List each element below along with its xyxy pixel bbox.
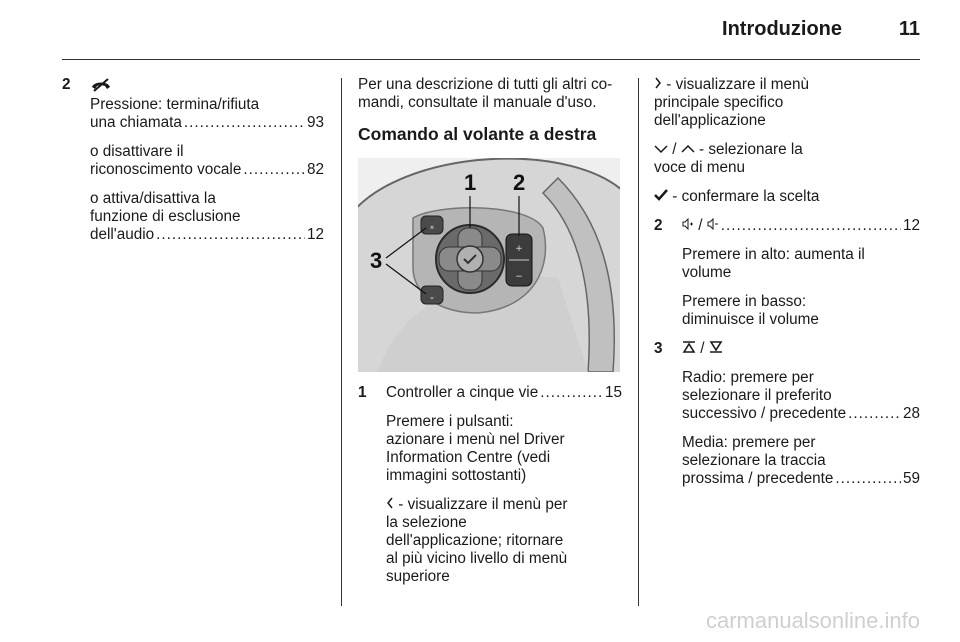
item-number: 1 xyxy=(358,384,367,401)
steering-wheel-controls-figure xyxy=(358,158,620,372)
text-line: - visualizzare il menù xyxy=(666,76,810,94)
reference-line xyxy=(90,114,324,132)
text-line: immagini sottostanti) xyxy=(386,467,527,484)
text-line: al più vicino livello di menù xyxy=(386,550,568,568)
reference-line xyxy=(386,384,622,402)
svg-text:−: − xyxy=(515,272,523,282)
column-1 xyxy=(62,76,324,255)
chevron-down-icon xyxy=(654,141,668,159)
page-reference[interactable]: 12 xyxy=(306,226,324,243)
leader-dots xyxy=(156,226,305,244)
slash-separator: / xyxy=(698,217,703,235)
page-number: 11 xyxy=(898,18,920,40)
item-2-volume xyxy=(654,217,920,329)
leader-dots xyxy=(540,384,603,402)
reference-text: dell'audio xyxy=(90,226,155,243)
svg-text:⌄: ⌄ xyxy=(428,292,436,301)
item-3-favourites xyxy=(654,340,920,488)
next-favourite-icon xyxy=(709,340,723,358)
previous-favourite-icon xyxy=(682,340,696,358)
text-line: Premere in basso: xyxy=(682,293,807,311)
reference-line xyxy=(90,161,324,179)
text-line: - confermare la scelta xyxy=(672,188,820,206)
page-reference[interactable]: 15 xyxy=(604,384,622,401)
leader-dots xyxy=(184,114,305,132)
reference-line xyxy=(682,470,920,488)
page-reference[interactable]: 28 xyxy=(902,405,920,423)
item-number: 2 xyxy=(654,217,663,235)
text-line: Per una descrizione di tutti gli altri co- xyxy=(358,76,613,93)
page-reference[interactable]: 82 xyxy=(306,161,324,178)
column-2 xyxy=(358,76,622,597)
volume-down-icon xyxy=(707,217,719,235)
item-number: 2 xyxy=(62,76,71,93)
leader-dots xyxy=(243,161,305,179)
text-line: azionare i menù nel Driver xyxy=(386,431,565,448)
chevron-left-icon xyxy=(386,496,394,514)
reference-line xyxy=(682,217,920,235)
page-reference[interactable]: 93 xyxy=(306,114,324,131)
text-line: Premere i pulsanti: xyxy=(386,413,514,430)
text-line: principale specifico xyxy=(654,94,784,112)
watermark: carmanualsonline.info xyxy=(705,608,920,633)
reference-text: successivo / precedente xyxy=(682,405,847,423)
text-line: funzione di esclusione xyxy=(90,208,241,225)
section-heading: Comando al volante a destra xyxy=(358,124,597,144)
text-line: - visualizzare il menù per xyxy=(398,496,568,514)
chevron-up-icon xyxy=(681,141,695,159)
phone-hangup-icon xyxy=(90,76,324,96)
text-line: Information Centre (vedi xyxy=(386,449,551,466)
text-line: dell'applicazione xyxy=(654,112,766,130)
reference-text: prossima / precedente xyxy=(682,470,834,488)
column-divider-2 xyxy=(638,78,639,606)
callout-label-2: 2 xyxy=(513,170,526,195)
reference-text: Controller a cinque vie xyxy=(386,384,539,401)
item-1-controller xyxy=(358,384,622,586)
text-line: diminuisce il volume xyxy=(682,311,819,329)
page-reference[interactable]: 59 xyxy=(902,470,920,488)
leader-dots xyxy=(835,470,901,488)
slash-separator: / xyxy=(672,141,677,159)
header-divider xyxy=(62,59,920,60)
reference-line xyxy=(90,226,324,244)
callout-label-3: 3 xyxy=(370,248,383,273)
item-2-hangup xyxy=(62,76,324,244)
text-line: - selezionare la xyxy=(699,141,803,159)
item-number: 3 xyxy=(654,340,663,358)
slash-separator: / xyxy=(700,340,705,358)
text-line: o attiva/disattiva la xyxy=(90,190,216,207)
chevron-right-icon xyxy=(654,76,662,94)
text-line: Premere in alto: aumenta il xyxy=(682,246,865,264)
checkmark-icon xyxy=(654,188,668,206)
text-line: Media: premere per xyxy=(682,434,816,452)
reference-text: riconoscimento vocale xyxy=(90,161,242,178)
text-line: volume xyxy=(682,264,732,282)
volume-up-icon xyxy=(682,217,694,235)
text-line: o disattivare il xyxy=(90,143,184,160)
column-divider-1 xyxy=(341,78,342,606)
text-line: la selezione xyxy=(386,514,467,532)
text-line: voce di menu xyxy=(654,159,745,177)
column-3 xyxy=(654,76,920,499)
leader-dots xyxy=(848,405,901,423)
text-line: selezionare il preferito xyxy=(682,387,832,405)
reference-line xyxy=(682,405,920,423)
text-line: superiore xyxy=(386,568,450,586)
leader-dots xyxy=(721,217,901,235)
page-title: Introduzione xyxy=(722,18,842,40)
text-line: dell'applicazione; ritornare xyxy=(386,532,564,550)
callout-label-1: 1 xyxy=(464,170,477,195)
text-line: selezionare la traccia xyxy=(682,452,826,470)
page-reference[interactable]: 12 xyxy=(902,217,920,235)
text-line: Radio: premere per xyxy=(682,369,814,387)
steering-wheel-illustration xyxy=(358,158,620,372)
svg-text:+: + xyxy=(515,244,523,254)
svg-text:⌅: ⌅ xyxy=(428,222,436,231)
text-line: mandi, consultate il manuale d'uso. xyxy=(358,94,597,111)
reference-text: una chiamata xyxy=(90,114,182,131)
text-line: Pressione: termina/rifiuta xyxy=(90,96,260,113)
